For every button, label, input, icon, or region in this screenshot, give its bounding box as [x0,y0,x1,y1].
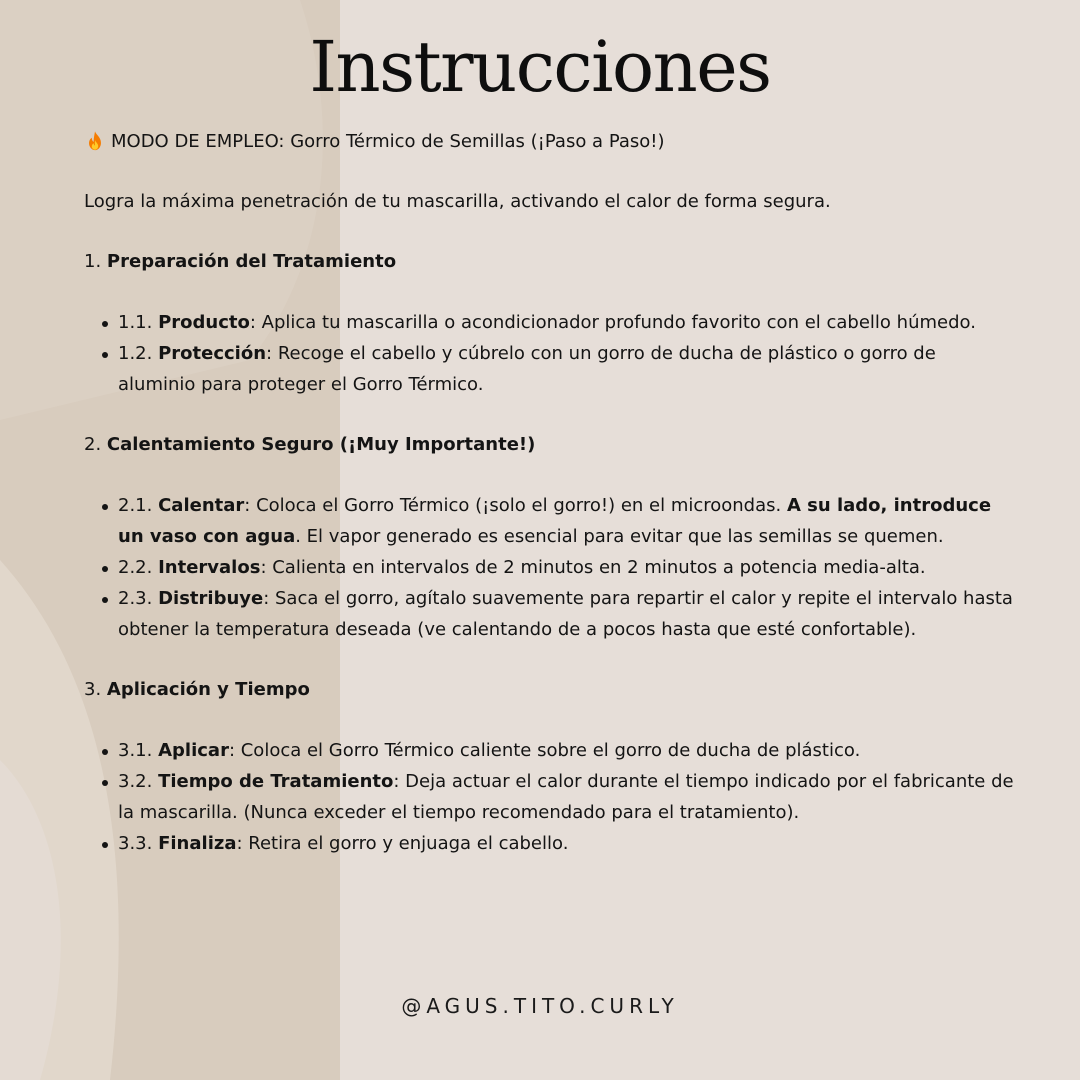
section-title: 2. Calentamiento Seguro (¡Muy Importante!) [84,434,536,455]
section-application [84,674,1014,859]
list-item: 1.2. Protección: Recoge el cabello y cúbrelo con un gorro de ducha de plástico o gorro de aluminio para proteger el Gorro Térmico. [84,338,1014,400]
page-title: Instrucciones [309,26,771,108]
footer-handle: @AGUS.TITO.CURLY [401,994,679,1018]
intro-text: Logra la máxima penetración de tu mascarilla, activando el calor de forma segura. [84,191,831,212]
list-item: 3.2. Tiempo de Tratamiento: Deja actuar el calor durante el tiempo indicado por el fabricante de la mascarilla. (Nunca exceder el tiempo recomendado para el tratamiento). [84,766,1014,828]
list-item: 2.2. Intervalos: Calienta en intervalos de 2 minutos en 2 minutos a potencia media-alta. [84,552,1014,583]
list-item: 3.1. Aplicar: Coloca el Gorro Térmico caliente sobre el gorro de ducha de plástico. [84,735,1014,766]
headline [84,124,1014,158]
section-list [84,490,1014,645]
list-item: 2.1. Calentar: Coloca el Gorro Térmico (¡solo el gorro!) en el microondas. A su lado, introduce un vaso con agua. El vapor generado es esencial para evitar que las semillas se quemen. [84,490,1014,552]
list-item: 3.3. Finaliza: Retira el gorro y enjuaga el cabello. [84,828,1014,859]
fire-icon [84,130,106,152]
section-preparation [84,246,1014,400]
list-item: 2.3. Distribuye: Saca el gorro, agítalo suavemente para repartir el calor y repite el intervalo hasta obtener la temperatura deseada (ve calentando de a pocos hasta que esté confortable). [84,583,1014,645]
section-title: 3. Aplicación y Tiempo [84,679,310,700]
instructions-content [84,124,1014,859]
list-item: 1.1. Producto: Aplica tu mascarilla o acondicionador profundo favorito con el cabello húmedo. [84,307,1014,338]
section-heating [84,429,1014,645]
section-title: 1. Preparación del Tratamiento [84,251,397,272]
section-list [84,735,1014,859]
headline-text: MODO DE EMPLEO: Gorro Térmico de Semillas (¡Paso a Paso!) [111,130,665,152]
section-list [84,307,1014,400]
